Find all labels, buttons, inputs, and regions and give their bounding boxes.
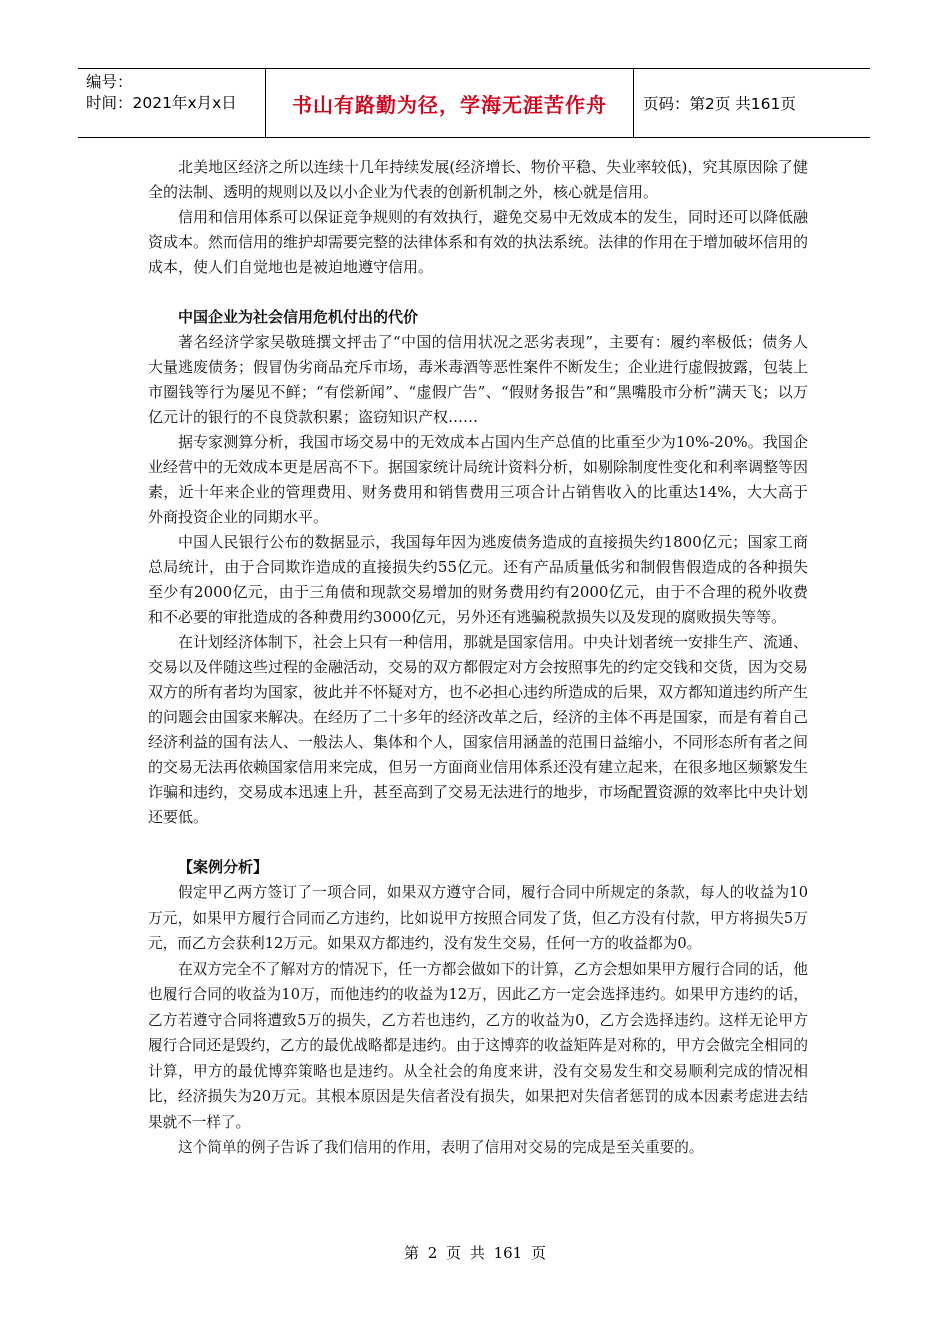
- paragraph: 信用和信用体系可以保证竞争规则的有效执行，避免交易中无效成本的发生，同时还可以降低融资成本。然而信用的维护却需要完整的法律体系和有效的执法系统。法律的作用在于增加破坏信用的成本，使人们自觉地也是被迫地遵守信用。: [148, 208, 809, 276]
- paragraph: 假定甲乙两方签订了一项合同，如果双方遵守合同，履行合同中所规定的条款，每人的收益为10万元，如果甲方履行合同而乙方违约，比如说甲方按照合同发了货，但乙方没有付款，甲方将损失5万元，而乙方会获利12万元。如果双方都违约，没有发生交易，任何一方的收益都为0。: [148, 884, 808, 952]
- document-date-label: 时间：2021年x月x日: [86, 94, 237, 112]
- paragraph: 在双方完全不了解对方的情况下，任一方都会做如下的计算，乙方会想如果甲方履行合同的话，他也履行合同的收益为10万，而他违约的收益为12万，因此乙方一定会选择违约。如果甲方违约的话，乙方若遵守合同将遭致5万的损失，乙方若也违约，乙方的收益为0，乙方会选择违约。这样无论甲方履行合同还是毁约，乙方的最优战略都是违约。由于这博弈的收益矩阵是对称的，甲方会做完全相同的计算，甲方的最优博弈策略也是违约。从全社会的角度来讲，没有交易发生和交易顺利完成的情况相比，经济损失为20万元。其根本原因是失信者没有损失，如果把对失信者惩罚的成本因素考虑进去结果就不一样了。: [148, 960, 808, 1131]
- paragraph: 中国人民银行公布的数据显示，我国每年因为逃废债务造成的直接损失约1800亿元；国家工商总局统计，由于合同欺诈造成的直接损失约55亿元。还有产品质量低劣和制假售假造成的各种损失至少有2000亿元，由于三角债和现款交易增加的财务费用约有2000亿元，由于不合理的税外收费和不必要的审批造成的各种费用约3000亿元，另外还有逃骗税款损失以及发现的腐败损失等等。: [148, 533, 808, 626]
- page-header: [78, 68, 870, 138]
- header-motto: 书山有路勤为径，学海无涯苦作舟: [266, 69, 634, 137]
- header-meta: [78, 69, 266, 137]
- paragraph: 据专家测算分析，我国市场交易中的无效成本占国内生产总值的比重至少为10%-20%。我国企业经营中的无效成本更是居高不下。据国家统计局统计资料分析，如剔除制度性变化和利率调整等因素，近十年来企业的管理费用、财务费用和销售费用三项合计占销售收入的比重达14%，大大高于外商投资企业的同期水平。: [148, 433, 809, 526]
- page-footer: 第 2 页 共 161 页: [403, 1244, 546, 1262]
- section-heading: 【案例分析】: [178, 858, 269, 876]
- header-page-number: 页码：第2页 共161页: [643, 95, 796, 113]
- paragraph: 这个简单的例子告诉了我们信用的作用，表明了信用对交易的完成是至关重要的。: [178, 1139, 704, 1156]
- section-heading: 中国企业为社会信用危机付出的代价: [178, 308, 419, 326]
- paragraph: 著名经济学家吴敬琏撰文抨击了“中国的信用状况之恶劣表现”，主要有：履约率极低；债务人大量逃废债务；假冒伪劣商品充斥市场，毒米毒酒等恶性案件不断发生；企业进行虚假披露，包装上市圈钱等行为屡见不鲜；“有偿新闻”、“虚假广告”、“假财务报告”和“黑嘴股市分析”满天飞；以万亿元计的银行的不良贷款积累；盗窃知识产权……: [148, 333, 809, 426]
- paragraph: 在计划经济体制下，社会上只有一种信用，那就是国家信用。中央计划者统一安排生产、流通、交易以及伴随这些过程的金融活动，交易的双方都假定对方会按照事先的约定交钱和交货，因为交易双方的所有者均为国家，彼此并不怀疑对方，也不必担心违约所造成的后果，双方都知道违约所产生的问题会由国家来解决。在经历了二十多年的经济改革之后，经济的主体不再是国家，而是有着自己经济利益的国有法人、一般法人、集体和个人，国家信用涵盖的范围日益缩小，不同形态所有者之间的交易无法再依赖国家信用来完成，但另一方面商业信用体系还没有建立起来，在很多地区频繁发生诈骗和违约，交易成本迅速上升，甚至高到了交易无法进行的地步，市场配置资源的效率比中央计划还要低。: [148, 633, 809, 826]
- paragraph: 北美地区经济之所以连续十几年持续发展(经济增长、物价平稳、失业率较低)，究其原因除了健全的法制、透明的规则以及以小企业为代表的创新机制之外，核心就是信用。: [148, 158, 808, 201]
- document-body: [148, 155, 808, 1161]
- case-analysis-section: [148, 855, 808, 1161]
- document-number-label: 编号：: [86, 73, 133, 91]
